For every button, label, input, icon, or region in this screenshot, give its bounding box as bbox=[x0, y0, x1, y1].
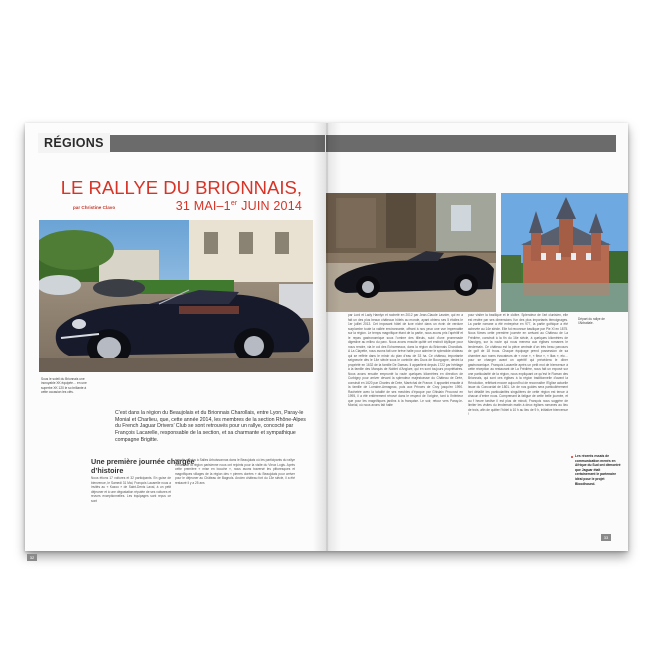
article-title: LE RALLYE DU BRIONNAIS, bbox=[60, 177, 302, 198]
jaguar-main-photo bbox=[39, 220, 313, 372]
text-column-1: Nous étions 17 voitures et 32 participants. En guise de bienvenue, le Samedi 31 Mai, François Lacarelle nous a invités au « Kazoo » de Saint-Denis Laval, à un petit déjeuner et à une dégustation réputée de ses voitures et revues exceptionnelles. Les équipages sont reçus ce sont bbox=[91, 476, 171, 503]
jaguar-church-image bbox=[326, 193, 496, 312]
text-column-4: pour visiter la basilique et le cloître. Splendeur de l’art clunisien, elle est restée par ses dimensions l’un des plus importants témoignages. La partie romane a été entreprise en 977, la partie gothique a été achevée au 14e siècle. Elle fut reconnue basilique par Pie XI en 1875. Nous fûmes cette première journée en arrivant au Château de La Frédière, construit à la fin du 16e siècle, à quelques kilomètres de Marcigny, sur la route qui nous menera aux églises romanes le lendemain. Ce château est la pièce centrale d’un très beau parcours de golf de 18 trous. Chaque équipage prend possession de sa chambre aux noms évocateurs de « rose », « fleur », « lilas », etc… pour se changer avant un apéritif qui précèdera le dîner gastronomique. François Lacarelle après un petit mot de bienvenue à cette réception au restaurant de La Frédière, nous fait un exposé sur une particularité de la région, nous expliquant ce qu’est le Roman des Brionnais, qui sont ces églises à la région traditionnelle d’avant la Révolution, reflétant encore aujourd’hui de reconnaître l’Eglise actuelle issue du Concordat de 1801. Un de nos guides sera particulièrement fort détaillé les particularités singulières de cette région est tenue à chacun d’entre nous. Comprenant la fatigue de cette belle journée, et au f heure tardive il est plus de minuit, François nous suggère de limiter les visites du lendemain matin à deux églises romanes au lieu de trois, afin de quitter l’hôtel à 10 h au lieu de 9 h, initiative bienvenue ! bbox=[468, 313, 568, 416]
sidenote: Les récents essais de communication menés en Afrique du Sud ont démontré que Jaguar était certainement le partenaire idéal pour le projet Bloodhound. bbox=[575, 454, 621, 486]
right-page bbox=[326, 123, 628, 551]
photo-caption-right: Départ du rallye de l’Abbatiale. bbox=[578, 317, 605, 326]
section-band bbox=[39, 135, 325, 152]
jaguar-roadster-image bbox=[39, 220, 313, 372]
magazine-spread bbox=[25, 123, 628, 560]
text-column-2: ensuite rendus à Salles Arbuissonnas dans le Beaujolais où les participants du rallye venant de la région parisienne nous ont rejoints pour la visite du Vieux Logis. Après cette première « mise en bouche », nous avons traversé les pittoresques et magnifiques villages de la région des « pierres dorées » du Beaujolais pour arriver pour le déjeuner au Château de Bagnols. Ancien château fort du 13e siècle, il a été restauré il y a 25 ans bbox=[175, 458, 295, 485]
castle-photo bbox=[501, 193, 628, 312]
photo-caption-left: Sous le soleil du Brionnais une incroyable XK équipée… en une superbe XK 120 le so brillante à cette occasion les clés. bbox=[41, 377, 87, 395]
sidenote-marker bbox=[571, 456, 573, 458]
left-page bbox=[25, 123, 326, 560]
article-title-date: 31 MAI–1er JUIN 2014 bbox=[175, 199, 302, 213]
text-column-3: par Lord et Lady Hamlyn et racheté en 2012 par Jean-Claude Lasnier, qui en a fait un des plus beaux châteaux hôtels au monde, ayant obtenu ses 5 étoiles le 1er juillet 2013. Cet imposant hôtel de luxe niché dans un écrin de verdure surplombe toute la vallée environnante, offrant à nos yeux une vue imprenable sur la région. Le temps magnifique étant de la partie, nous avons pris l’apéritif et le repas gastronomique sous l’ombre des tilleuls, suivi d’une promenade digestive au milieu du parc. Nous avons ensuite quitté cet endroit idyllique pour nous rendre, via le col des Echarmeaux, dans la région du Brionnais Charollais. A La Clayette, nous avons fait une brève halte pour admirer le splendide château qui se reflète dans le miroir du plan d’eau de 33 ha. Ce château, importante seigneurie dès le 14e siècle sous le contrôle des Ducs de Bourgogne, devint la propriété en 1632 de la famille De Damas. Il appartient depuis 1722 par héritage à la famille des Marquis de Noblet d’Anglure, qui en sont toujours propriétaires. Nous avons ensuite emprunté la route quelques kilomètres en direction de Curbigny pour arriver devant la splendeur majestueuse du Château de Drée, construit en 1620 par Charles de Drée, Maréchal de France. Il appartint ensuite à la famille de Lorraine-Armagnac, puis aux Princes de Croy jusqu’en 1990. Rachetée avec la totalité de ses meubles d’époque par Ghislain Prouvost en 1995, il a été entièrement rénové dans le respect de l’origine, tant à l’intérieur que pour les magnifiques jardins à la française. Le soir, retour vers Paray-le-Monial, où nous avons fait halte bbox=[348, 313, 463, 407]
section-band-right bbox=[326, 135, 616, 152]
intro-paragraph: C’est dans la région du Beaujolais et du Brionnais Charollais, entre Lyon, Paray-le Monial et Charlieu, que, cette année 2014, les membres de la section Rhône-Alpes du French Jaguar Drivers’ Club se sont retrouvés pour un rallye, concocté par François Lacarelle, responsable de la section, et sa charmante et sympathique compagne Brigitte. bbox=[115, 410, 306, 443]
castle-image bbox=[501, 193, 628, 312]
section-subhead: Une première journée chargée d’histoire bbox=[91, 457, 195, 475]
page-number-left: 32 bbox=[27, 554, 37, 561]
byline: par Christine Clavo bbox=[73, 205, 116, 210]
section-label: RÉGIONS bbox=[38, 133, 110, 153]
jaguar-church-photo bbox=[326, 193, 496, 312]
spine-shadow bbox=[313, 123, 341, 551]
page-number-right: 33 bbox=[601, 534, 611, 541]
